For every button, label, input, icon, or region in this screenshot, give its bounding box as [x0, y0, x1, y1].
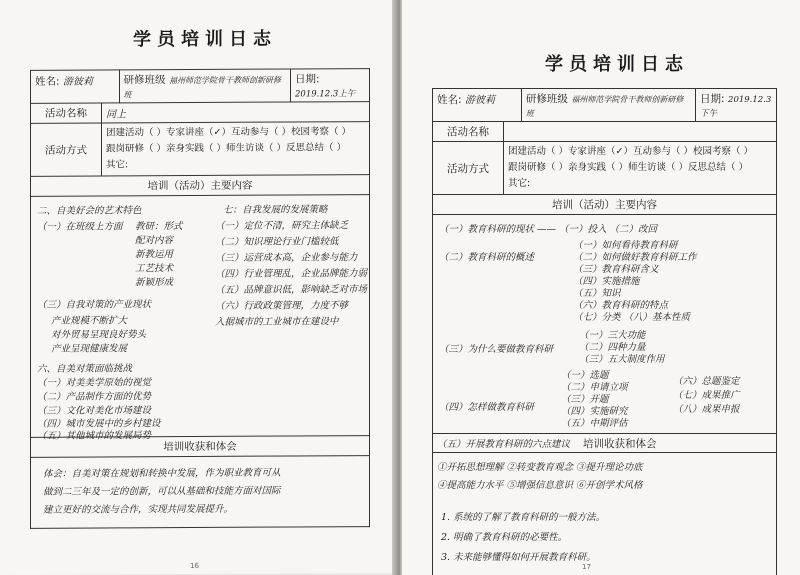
gain-content — [433, 453, 777, 575]
mode-line-1: 团建活动（ ）专家讲座（✓）互动参与（ ）校园考察（ ） — [508, 146, 754, 157]
handwritten-line: （五）其他城市的发展局势 — [37, 430, 152, 442]
handwritten-line: 产业呈现健康发展 — [51, 343, 128, 355]
class-label: 研修班级 — [123, 74, 166, 87]
log-form — [30, 68, 370, 529]
handwritten-line: 体会：自美对策在规划和转换中发展，作为职业教育可从 — [43, 467, 281, 480]
mode-line-3: 其它: — [106, 159, 129, 171]
activity-name-label: 活动名称 — [31, 103, 102, 123]
handwritten-line: 1. 系统的了解了教育科研的一般方法。 — [441, 512, 606, 523]
name-label: 姓名: — [437, 94, 462, 106]
class-label: 研修班级 — [525, 93, 568, 105]
handwritten-line: 教研：形式 — [135, 221, 183, 233]
handwritten-line: （二）如何做好教育科研工作 — [573, 252, 697, 263]
handwritten-line: （一）定位不清，研究主体缺乏 — [215, 220, 349, 232]
right-page — [402, 0, 800, 575]
handwritten-line: （七）分类 （八）基本性质 — [573, 312, 691, 323]
mode-line-2: 跟岗研修（ ）亲身实践（ ）师生访谈（ ）反思总结（ ） — [106, 142, 347, 155]
page-title: 学员培训日志 — [133, 28, 277, 51]
log-form — [432, 88, 777, 575]
handwritten-line: 3. 未来能够懂得如何开展教育科研。 — [441, 552, 596, 563]
name-value: 游彼莉 — [465, 95, 496, 106]
left-page — [0, 0, 398, 575]
handwritten-line: （三）运营成本高，企业参与能力 — [215, 252, 358, 264]
handwritten-line: ①开拓思想理解 ②转变教育观念 ③提升理论功底 — [437, 462, 643, 473]
date-label: 日期: — [295, 73, 320, 86]
date-label: 日期: — [700, 93, 725, 105]
handwritten-line: 二、自美好会的艺术特色 — [37, 205, 142, 217]
gain-header-prefix: （五）开展教育科研的六点建议 — [437, 439, 571, 450]
activity-mode-options — [102, 122, 370, 176]
name-cell — [31, 70, 120, 103]
name-label: 姓名: — [35, 75, 60, 88]
activity-mode-label: 活动方式 — [433, 142, 504, 195]
date-cell — [696, 89, 777, 122]
handwritten-line: （四）城市发展中的乡村建设 — [37, 418, 161, 430]
mode-line-1: 团建活动（ ）专家讲座（✓）互动参与（ ）校园考察（ ） — [106, 126, 352, 139]
date-cell — [291, 69, 370, 102]
name-value: 游彼莉 — [63, 76, 94, 88]
handwritten-line: （三）文化对美化市场建设 — [37, 405, 152, 417]
handwritten-line: 配对内容 — [135, 235, 174, 247]
handwritten-line: （五）中期评估 — [561, 418, 628, 429]
handwritten-line: （四）行业管理乱，企业品牌能力弱 — [215, 268, 368, 280]
handwritten-line: （三）教育科研含义 — [573, 264, 659, 275]
handwritten-line: （七）成果推广 — [673, 390, 740, 401]
handwritten-line: （一）在班级上方面 — [37, 221, 123, 233]
gain-content — [31, 456, 370, 529]
handwritten-line: （一）教育科研的现状 —— （一）投入 （二）改回 — [439, 224, 658, 235]
date-value: 2019.12.3上午 — [295, 89, 356, 100]
handwritten-line: （六）行政政策管理，力度不够 — [215, 300, 349, 312]
class-value: 福州师范学院骨干教师创新研修班 — [525, 95, 684, 118]
activity-name-value — [504, 122, 777, 142]
handwritten-line: （三）五大制度作用 — [579, 354, 665, 365]
section-main-heading: 培训（活动）主要内容 — [31, 175, 370, 197]
handwritten-line: 入据城市的工业城市在建设中 — [215, 316, 339, 328]
section-gain-heading: 培训收获和体会 — [583, 438, 657, 450]
handwritten-line: 六、自美对策面临挑战 — [37, 363, 133, 375]
section-main-heading: 培训（活动）主要内容 — [433, 195, 777, 215]
class-value: 福州师范学院骨干教师创新研修班 — [123, 75, 282, 100]
mode-line-2: 跟岗研修（ ）亲身实践（ ）师生访谈（ ）反思总结（ ） — [508, 162, 749, 173]
handwritten-line: （四）实施措施 — [573, 276, 640, 287]
handwritten-line: （六）教育科研的特点 — [573, 300, 669, 311]
handwritten-line: ④提高能力水平 ⑤增强信息意识 ⑥开创学术风格 — [437, 480, 643, 491]
main-content — [31, 195, 370, 442]
section-gain-heading-row — [433, 434, 777, 453]
page-title: 学员培训日志 — [545, 54, 689, 75]
main-content — [433, 215, 777, 434]
handwritten-line: （一）如何看待教育科研 — [573, 240, 678, 251]
handwritten-line: 新颖形成 — [135, 277, 174, 289]
activity-name-value: 同上 — [102, 102, 370, 123]
handwritten-line: （四）实施研究 — [561, 406, 628, 417]
handwritten-line: （四）怎样做教育科研 — [439, 402, 535, 413]
handwritten-line: （二）知识理论行业门槛较低 — [215, 236, 339, 248]
handwritten-line: （二）产品制作方面的优势 — [37, 391, 152, 403]
handwritten-line: （一）选题 — [561, 370, 609, 381]
page-number: 17 — [582, 563, 591, 571]
class-cell — [521, 89, 695, 122]
handwritten-line: 产业规模不断扩大 — [51, 315, 128, 327]
handwritten-line: （二）申请立项 — [561, 382, 628, 393]
handwritten-line: 七：自我发展的发展策略 — [223, 204, 328, 216]
name-cell — [433, 89, 522, 122]
handwritten-line: （五）知识 — [573, 288, 621, 299]
class-cell — [119, 69, 290, 103]
handwritten-line: （八）成果申报 — [673, 404, 740, 415]
handwritten-line: 做到二三年及一定的创新，可以从基础和技能方面对国际 — [43, 485, 281, 498]
handwritten-line: 建立更好的交流与合作，实现共同发展提升。 — [43, 503, 234, 516]
handwritten-line: 2. 明确了教育科研的必要性。 — [441, 532, 568, 543]
activity-mode-options — [504, 142, 777, 195]
handwritten-line: （一）三大功能 — [579, 330, 646, 341]
section-gain-heading: 培训收获和体会 — [31, 436, 370, 458]
handwritten-line: （三）自我对策的产业现状 — [37, 299, 152, 311]
handwritten-line: （二）教育科研的概述 — [439, 252, 535, 263]
handwritten-line: （二）四种力量 — [579, 342, 646, 353]
handwritten-line: 工艺技术 — [135, 263, 174, 275]
page-number: 16 — [190, 561, 199, 571]
date-value: 2019.12.3下午 — [700, 95, 772, 119]
handwritten-line: （三）为什么要做教育科研 — [439, 344, 554, 355]
handwritten-line: （六）总题鉴定 — [673, 376, 740, 387]
handwritten-line: 新教运用 — [135, 249, 174, 261]
handwritten-line: （五）品牌意识低，影响缺乏对市场 — [215, 284, 368, 296]
handwritten-line: （三）开题 — [561, 394, 609, 405]
mode-line-3: 其它: — [508, 178, 531, 189]
activity-mode-label: 活动方式 — [31, 123, 102, 176]
handwritten-line: 对外贸易呈现良好势头 — [51, 329, 147, 341]
activity-name-label: 活动名称 — [433, 122, 504, 142]
handwritten-line: （一）对美美学原始的视觉 — [37, 377, 152, 389]
